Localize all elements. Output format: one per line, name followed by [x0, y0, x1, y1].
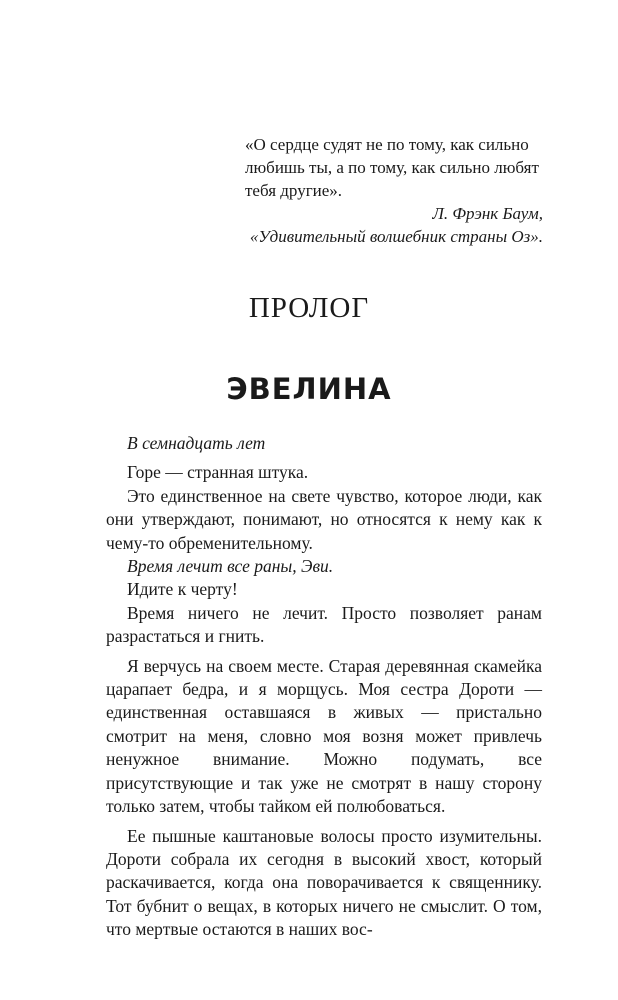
paragraph: Это единственное на свете чувство, которое люди, как они утверждают, понимают, но относятся к нему как к чему-то обременительному. — [106, 485, 542, 553]
epigraph-line: тебя другие». — [245, 181, 343, 200]
body-text — [106, 432, 542, 942]
paragraph: Время лечит все раны, Эви. — [127, 556, 334, 577]
prolog-heading: ПРОЛОГ — [248, 292, 370, 324]
epigraph-author: Л. Фрэнк Баум, — [432, 204, 543, 223]
paragraph: Горе — странная штука. — [127, 462, 309, 483]
chapter-subtitle: В семнадцать лет — [127, 433, 266, 453]
paragraph: Время ничего не лечит. Просто позволяет ранам разрастаться и гнить. — [106, 602, 542, 647]
paragraph: Ее пышные каштановые волосы просто изумительны. Дороти собрала их сегодня в высокий хвост, который раскачивается, когда она поворачивается к священнику. Тот бубнит о вещах, в которых ничего не смыслит. О том, что мертвые остаются в наших вос- — [106, 825, 542, 940]
chapter-title: ЭВЕЛИНА — [226, 372, 392, 406]
paragraph: Идите к черту! — [127, 579, 238, 600]
epigraph-line: «О сердце судят не по тому, как сильно — [245, 135, 529, 154]
epigraph — [245, 133, 555, 248]
epigraph-line: любишь ты, а по тому, как сильно любят — [245, 158, 539, 177]
epigraph-source: «Удивительный волшебник страны Оз». — [249, 227, 543, 246]
paragraph: Я верчусь на своем месте. Старая деревянная скамейка царапает бедра, и я морщусь. Моя сестра Дороти — единственная оставшаяся в живых — пристально смотрит на меня, словно моя возня может привлечь ненужное внимание. Можно подумать, все присутствующие и так уже не смотрят в нашу сторону только затем, чтобы тайком ей полюбоваться. — [106, 655, 542, 817]
